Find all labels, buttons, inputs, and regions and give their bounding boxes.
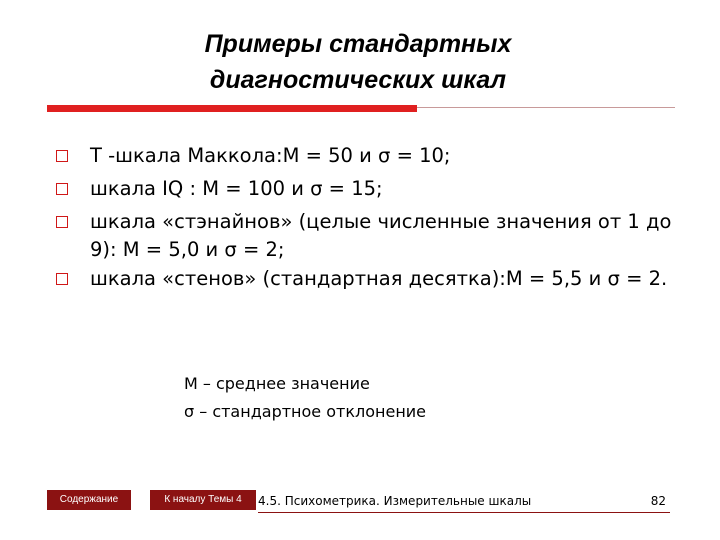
legend-mean: M – среднее значение [184,374,370,393]
title-line-2: диагностических шкал [209,66,507,94]
bullet-text: шкала IQ : M = 100 и σ = 15; [90,177,383,200]
title-underline-bar [47,105,417,112]
footer-caption: 4.5. Психометрика. Измерительные шкалы [258,494,532,508]
legend-sigma: σ – стандартное отклонение [184,402,427,421]
list-item [50,175,690,203]
bullet-list [50,142,690,298]
contents-button[interactable]: Содержание [47,490,131,510]
slide-title [120,26,596,98]
title-line-1: Примеры стандартных [204,30,512,58]
square-bullet-icon [56,273,68,285]
list-item [50,142,690,170]
square-bullet-icon [56,216,68,228]
list-item [50,208,690,264]
topic-start-button[interactable]: К началу Темы 4 [150,490,256,510]
bullet-text: шкала «стэнайнов» (целые численные значения от 1 до 9): M = 5,0 и σ = 2; [90,210,672,261]
page-number: 82 [650,494,666,508]
legend [184,370,426,426]
square-bullet-icon [56,150,68,162]
square-bullet-icon [56,183,68,195]
bullet-text: шкала «стенов» (стандартная десятка):M = 5,5 и σ = 2. [90,267,668,290]
footer-divider [258,512,670,513]
title-underline-rule [417,107,675,108]
bullet-text: Т -шкала Маккола:M = 50 и σ = 10; [90,144,451,167]
list-item [50,265,690,293]
